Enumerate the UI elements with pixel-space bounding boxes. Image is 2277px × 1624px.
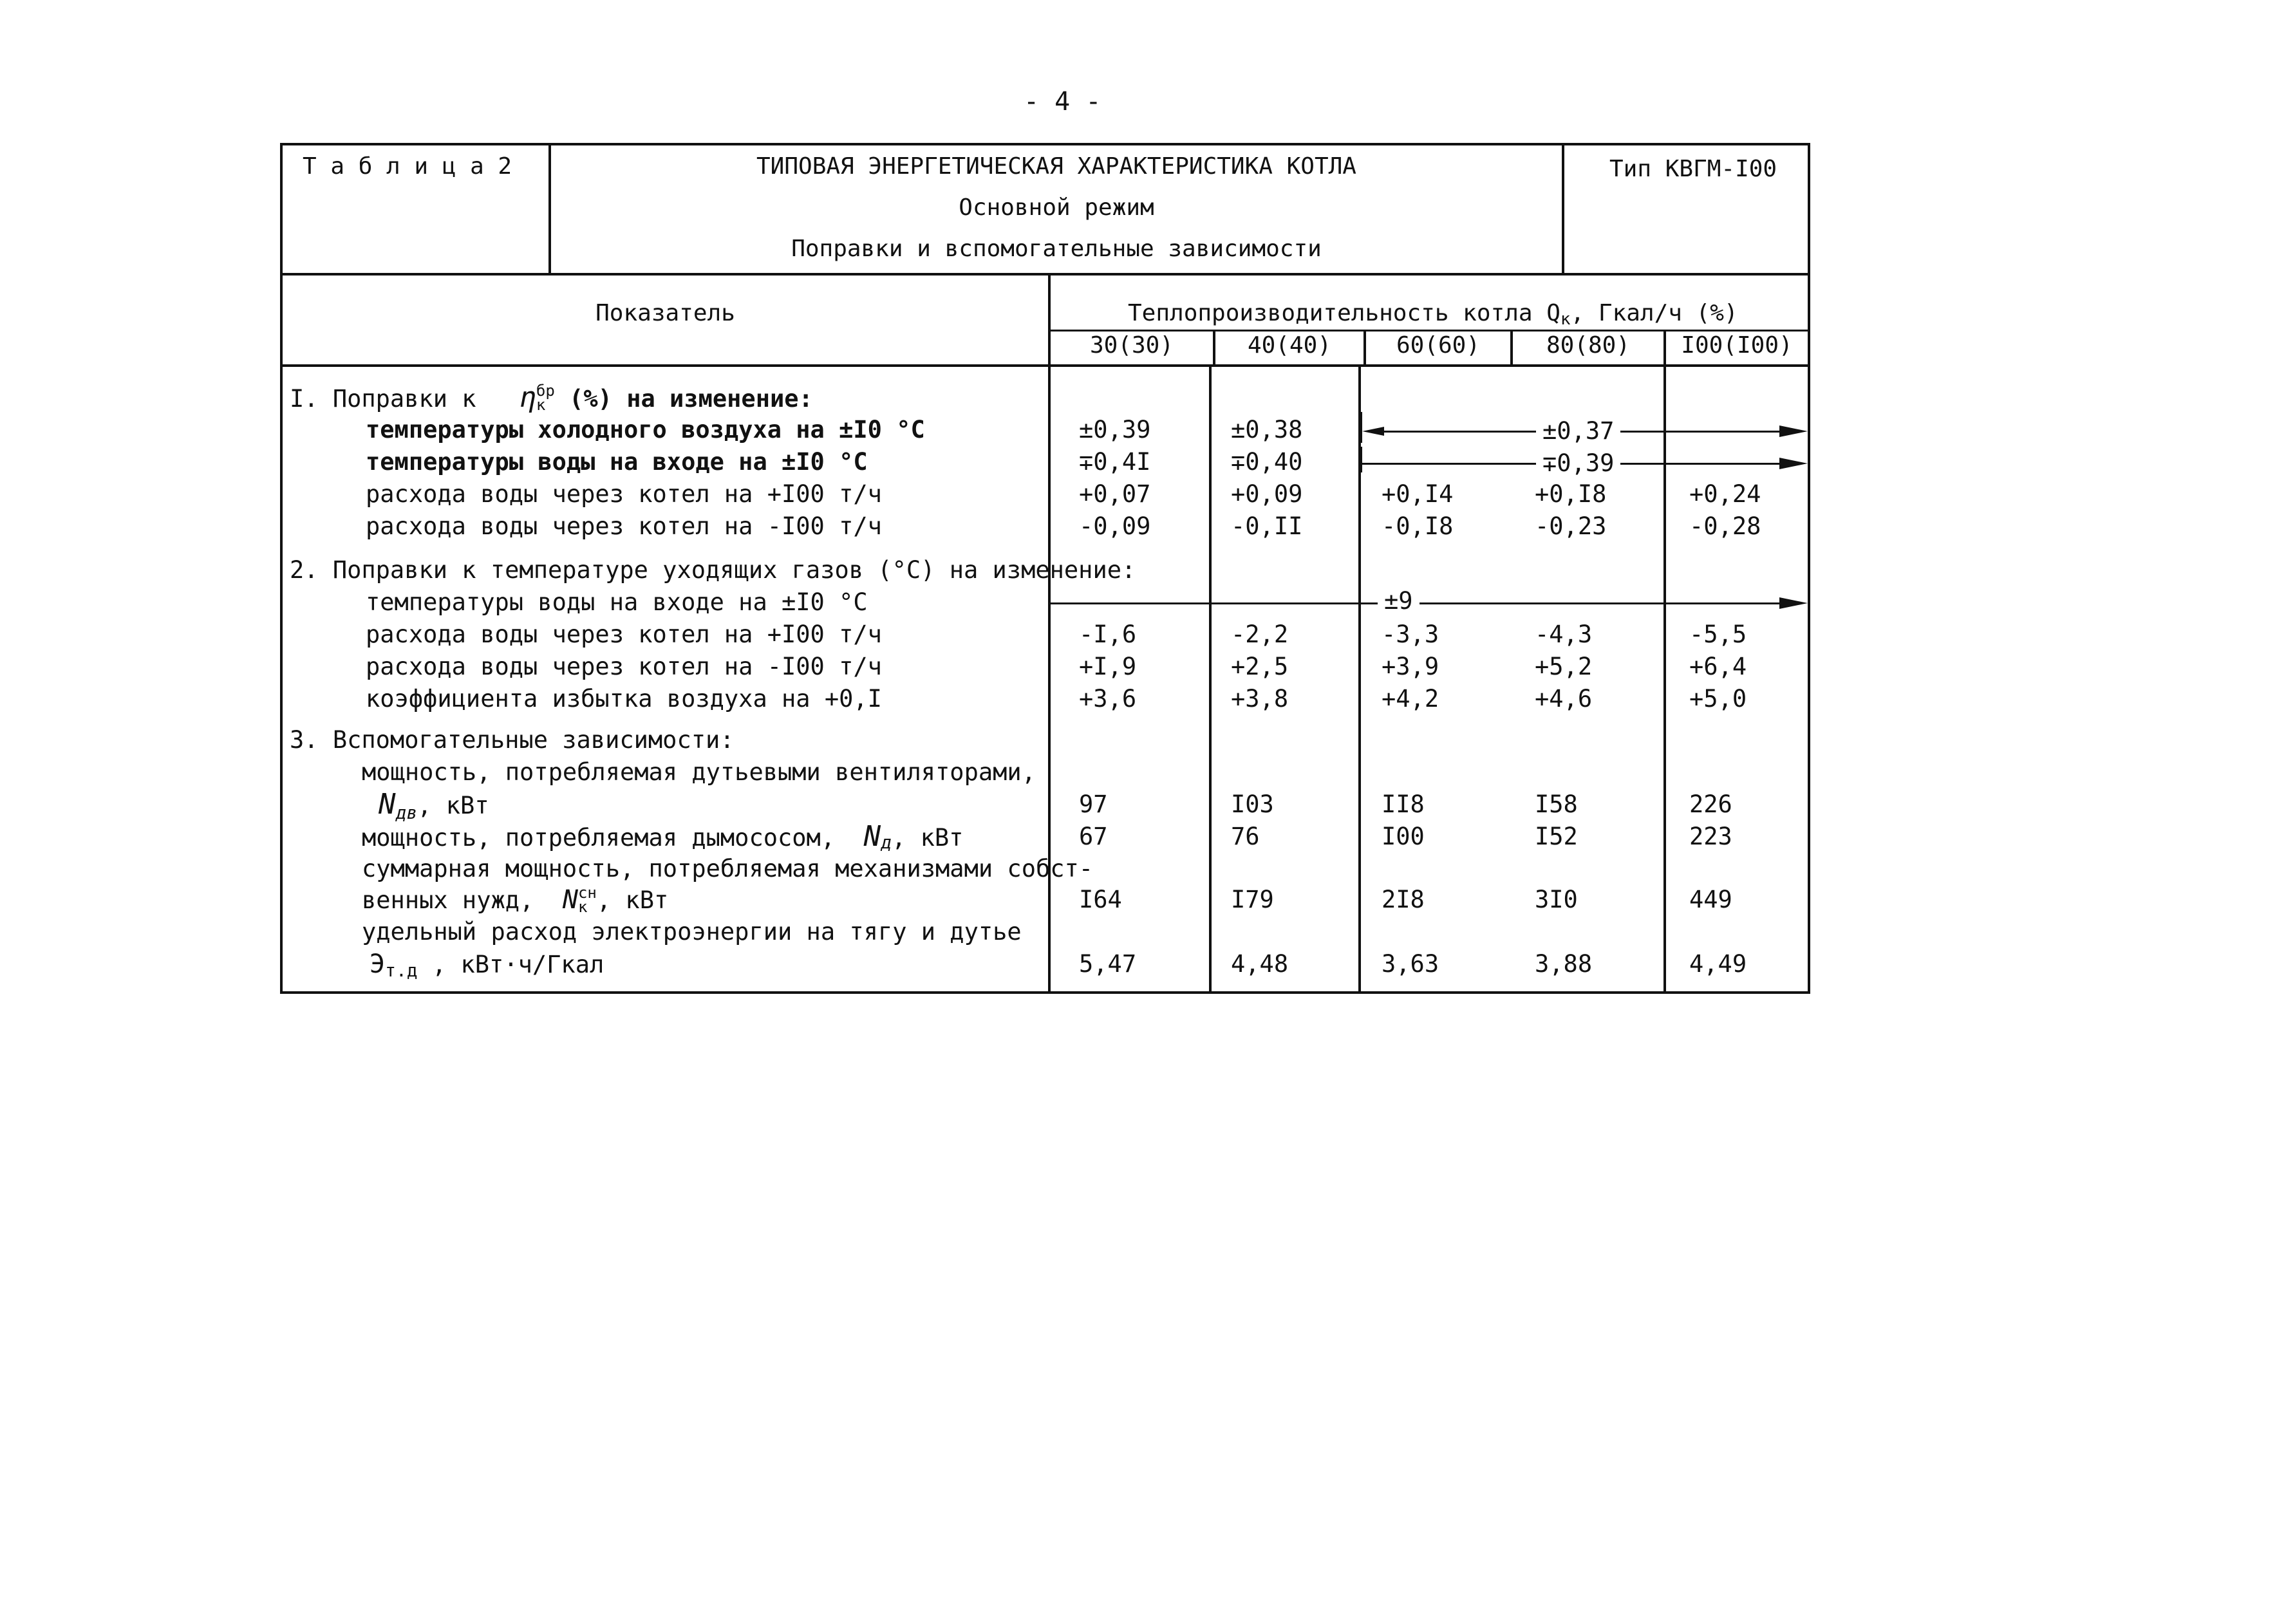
table-subtitle-mode: Основной режим — [959, 194, 1154, 221]
s1-r1-span-value: ±0,37 — [1536, 417, 1620, 445]
s2-r4-c4: +4,6 — [1535, 685, 1593, 713]
s2-r1-right-arrowhead — [1779, 597, 1808, 609]
s1-row3-label: расхода воды через котел на +I00 т/ч — [366, 480, 882, 508]
s3-spec-label: удельный расход электроэнергии на тягу и дутье — [362, 918, 1022, 946]
section1-title: I. Поправки к ηбр к (%) на изменение: — [290, 381, 813, 414]
s3-fan-c2: I03 — [1231, 790, 1274, 818]
s3-aux-c1: I64 — [1079, 886, 1122, 913]
s3-smoke-label: мощность, потребляемая дымососом, Nд, кВт — [362, 820, 964, 853]
s3-fan-c1: 97 — [1079, 790, 1108, 818]
s3-fan-c4: I58 — [1535, 790, 1578, 818]
s2-r2-c1: -I,6 — [1079, 621, 1137, 648]
s2-r1-span-value: ±9 — [1378, 587, 1420, 615]
s2-r4-c2: +3,8 — [1231, 685, 1289, 713]
s3-aux-label-cont: венных нужд, Nсн к , кВт — [362, 884, 669, 916]
s1-r3-c2: +0,09 — [1231, 480, 1303, 508]
load-col-2: 40(40) — [1247, 332, 1332, 359]
s3-fan-c3: II8 — [1382, 790, 1425, 818]
indicator-header: Показатель — [595, 300, 735, 326]
section2-title: 2. Поправки к температуре уходящих газов (°C) на изменение: — [290, 556, 1136, 584]
s1-r4-c2: -0,II — [1231, 512, 1303, 540]
s1-r4-c3: -0,I8 — [1382, 512, 1454, 540]
s2-r3-c2: +2,5 — [1231, 653, 1289, 680]
s3-smoke-c3: I00 — [1382, 823, 1425, 850]
s1-r1-c1: ±0,39 — [1079, 416, 1151, 443]
s2-r2-c2: -2,2 — [1231, 621, 1289, 648]
table-title: ТИПОВАЯ ЭНЕРГЕТИЧЕСКАЯ ХАРАКТЕРИСТИКА КОТЛА — [756, 153, 1356, 180]
s3-aux-c3: 2I8 — [1382, 886, 1425, 913]
load-col-4: 80(80) — [1546, 332, 1631, 359]
heat-output-header: Теплопроизводительность котла Qк, Гкал/ч (%) — [1128, 300, 1738, 329]
section3-title: 3. Вспомогательные зависимости: — [290, 726, 735, 754]
s2-r4-c5: +5,0 — [1689, 685, 1747, 713]
load-col-5: I00(I00) — [1681, 332, 1793, 359]
s1-r3-c5: +0,24 — [1689, 480, 1761, 508]
s3-aux-c5: 449 — [1689, 886, 1732, 913]
s3-smoke-c1: 67 — [1079, 823, 1108, 850]
s2-r2-c5: -5,5 — [1689, 621, 1747, 648]
s2-row4-label: коэффициента избытка воздуха на +0,I — [366, 685, 882, 713]
boiler-type: Тип КВГМ-I00 — [1609, 156, 1777, 182]
s1-row4-label: расхода воды через котел на -I00 т/ч — [366, 512, 882, 540]
s2-r3-c4: +5,2 — [1535, 653, 1593, 680]
s3-spec-c2: 4,48 — [1231, 950, 1289, 978]
s1-r4-c4: -0,23 — [1535, 512, 1607, 540]
s3-fan-symbol: $N_{дв}$, кВт — [379, 788, 489, 823]
s1-r2-c2: ∓0,40 — [1231, 448, 1303, 476]
s1-r1-c2: ±0,38 — [1231, 416, 1303, 443]
table-subtitle-corrections: Поправки и вспомогательные зависимости — [791, 236, 1322, 262]
s1-r4-c1: -0,09 — [1079, 512, 1151, 540]
s1-r3-c1: +0,07 — [1079, 480, 1151, 508]
s2-r3-c5: +6,4 — [1689, 653, 1747, 680]
s3-aux-c4: 3I0 — [1535, 886, 1578, 913]
s1-r1-right-arrowhead — [1779, 425, 1808, 437]
s3-fan-label: мощность, потребляемая дутьевыми вентиляторами, — [362, 758, 1036, 786]
s1-r2-span-bar — [1360, 447, 1362, 472]
s1-r2-span-value: ∓0,39 — [1536, 449, 1620, 478]
s1-r2-c1: ∓0,4I — [1079, 448, 1151, 476]
s2-r4-c3: +4,2 — [1382, 685, 1439, 713]
s2-row1-label: температуры воды на входе на ±I0 °C — [366, 588, 868, 616]
s3-spec-symbol: Эт.д , кВт·ч/Гкал — [370, 949, 604, 981]
s3-spec-c5: 4,49 — [1689, 950, 1747, 978]
table-label: Т а б л и ц а 2 — [303, 153, 512, 180]
s1-r4-c5: -0,28 — [1689, 512, 1761, 540]
s3-aux-c2: I79 — [1231, 886, 1274, 913]
s2-r3-c1: +I,9 — [1079, 653, 1137, 680]
load-col-1: 30(30) — [1089, 332, 1174, 359]
s3-smoke-c2: 76 — [1231, 823, 1260, 850]
s3-spec-c1: 5,47 — [1079, 950, 1137, 978]
s3-spec-c3: 3,63 — [1382, 950, 1439, 978]
s2-r3-c3: +3,9 — [1382, 653, 1439, 680]
s2-row2-label: расхода воды через котел на +I00 т/ч — [366, 621, 882, 648]
s3-smoke-c5: 223 — [1689, 823, 1732, 850]
s1-r3-c4: +0,I8 — [1535, 480, 1607, 508]
s2-r2-c4: -4,3 — [1535, 621, 1593, 648]
s1-r2-right-arrowhead — [1779, 458, 1808, 469]
s2-row3-label: расхода воды через котел на -I00 т/ч — [366, 653, 882, 680]
s3-smoke-c4: I52 — [1535, 823, 1578, 850]
s2-r2-c3: -3,3 — [1382, 621, 1439, 648]
s2-r4-c1: +3,6 — [1079, 685, 1137, 713]
load-col-3: 60(60) — [1396, 332, 1481, 359]
s3-fan-c5: 226 — [1689, 790, 1732, 818]
s1-row1-label: температуры холодного воздуха на ±I0 °C — [366, 416, 925, 443]
s1-r3-c3: +0,I4 — [1382, 480, 1454, 508]
s1-row2-label: температуры воды на входе на ±I0 °C — [366, 448, 868, 476]
s3-aux-label: суммарная мощность, потребляемая механизмами собст- — [362, 855, 1094, 882]
page-number: - 4 - — [1024, 87, 1101, 117]
s3-spec-c4: 3,88 — [1535, 950, 1593, 978]
